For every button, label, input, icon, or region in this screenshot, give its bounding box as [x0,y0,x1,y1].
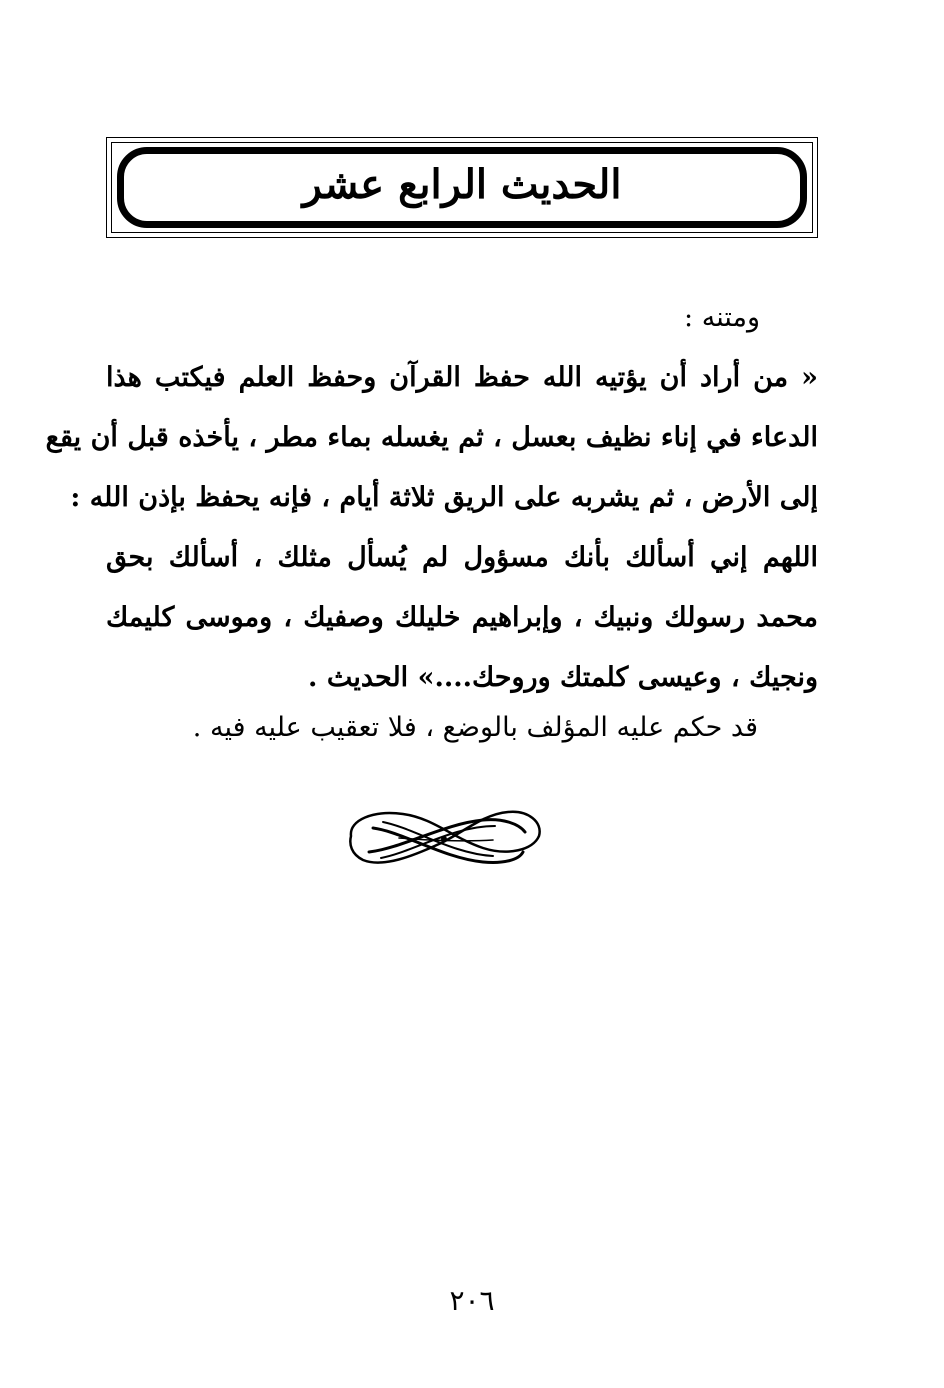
chapter-title: الحديث الرابع عشر [302,160,622,208]
hadith-line-2: الدعاء في إناء نظيف بعسل ، ثم يغسله بماء مطر ، يأخذه قبل أن يقع [45,422,818,453]
hadith-line-5: محمد رسولك ونبيك ، وإبراهيم خليلك وصفيك ، وموسى كليمك [106,602,818,633]
page-number: ٢٠٦ [449,1284,495,1317]
title-frame [106,137,818,238]
intro-label: ومتنه : [684,302,760,333]
hadith-line-1: « من أراد أن يؤتيه الله حفظ القرآن وحفظ العلم فيكتب هذا [106,362,818,393]
title-banner [117,147,807,228]
hadith-line-6: ونجيك ، وعيسى كلمتك وروحك....» الحديث . [308,662,818,693]
ornament-flourish-icon [343,798,545,880]
hadith-line-3: إلى الأرض ، ثم يشربه على الريق ثلاثة أيام ، فإنه يحفظ بإذن الله : [70,482,818,513]
hadith-line-4: اللهم إني أسألك بأنك مسؤول لم يُسأل مثلك ، أسألك بحق [106,542,818,573]
author-comment: قد حكم عليه المؤلف بالوضع ، فلا تعقيب عليه فيه . [192,712,758,743]
